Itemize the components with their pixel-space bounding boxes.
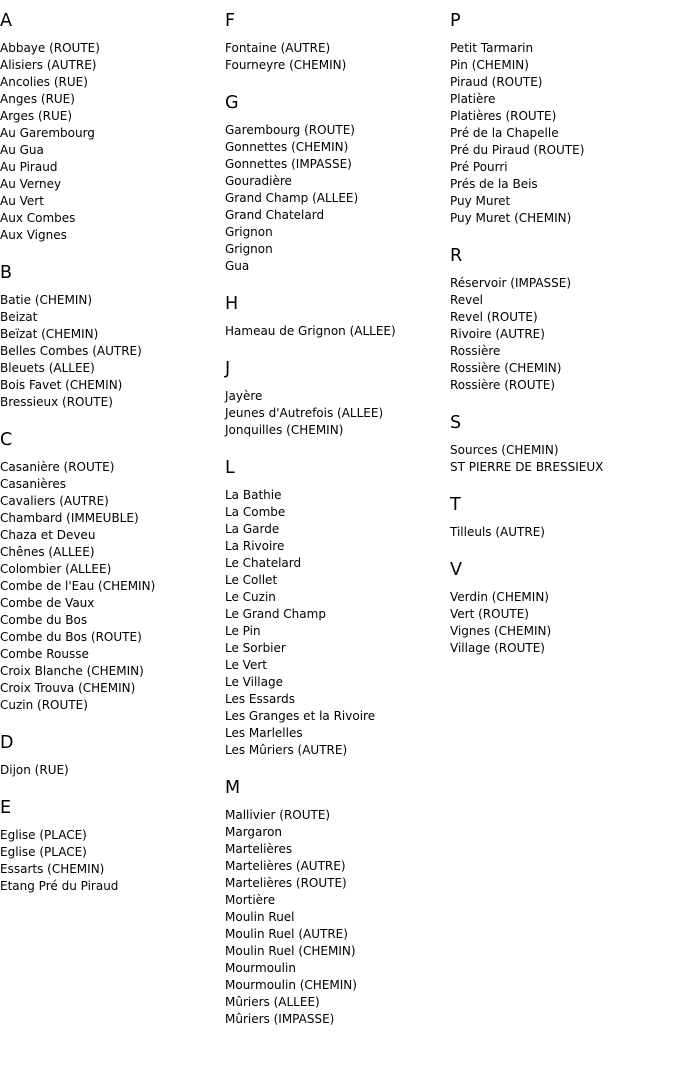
street-entry: Abbaye (ROUTE) xyxy=(0,41,100,55)
street-entry: Mourmoulin (CHEMIN) xyxy=(225,978,357,992)
street-entry: Jeunes d'Autrefois (ALLEE) xyxy=(225,406,384,420)
street-entry: Le Village xyxy=(225,675,283,689)
street-entry: Combe du Bos (ROUTE) xyxy=(0,630,142,644)
street-entry: Au Verney xyxy=(0,177,62,191)
section-letter-heading: A xyxy=(0,11,12,31)
street-list xyxy=(0,40,225,244)
section-letter-heading: L xyxy=(225,458,235,478)
street-entry: Rossière xyxy=(450,344,501,358)
street-entry: Beizat xyxy=(0,310,38,324)
street-entry: Fourneyre (CHEMIN) xyxy=(225,58,347,72)
street-entry: Dijon (RUE) xyxy=(0,763,69,777)
street-entry: ST PIERRE DE BRESSIEUX xyxy=(450,460,604,474)
street-entry: Cavaliers (AUTRE) xyxy=(0,494,109,508)
section-letter-heading: V xyxy=(450,560,462,580)
street-entry: La Rivoire xyxy=(225,539,285,553)
street-list xyxy=(225,122,450,275)
street-entry: Le Sorbier xyxy=(225,641,286,655)
street-list xyxy=(450,442,675,476)
street-entry: Bressieux (ROUTE) xyxy=(0,395,113,409)
street-entry: Jonquilles (CHEMIN) xyxy=(225,423,344,437)
street-entry: Beïzat (CHEMIN) xyxy=(0,327,99,341)
street-entry: Mûriers (IMPASSE) xyxy=(225,1012,335,1026)
letter-section xyxy=(450,245,675,394)
street-entry: Essarts (CHEMIN) xyxy=(0,862,105,876)
street-entry: Gua xyxy=(225,259,250,273)
street-entry: Grand Chatelard xyxy=(225,208,325,222)
street-entry: Bleuets (ALLEE) xyxy=(0,361,95,375)
street-list xyxy=(225,40,450,74)
street-entry: Gonnettes (IMPASSE) xyxy=(225,157,352,171)
street-entry: Grand Champ (ALLEE) xyxy=(225,191,359,205)
letter-section xyxy=(225,293,450,340)
street-entry: Vert (ROUTE) xyxy=(450,607,529,621)
street-entry: Margaron xyxy=(225,825,283,839)
letter-section xyxy=(450,10,675,227)
street-entry: Cuzin (ROUTE) xyxy=(0,698,88,712)
street-entry: La Bathie xyxy=(225,488,282,502)
street-list xyxy=(0,827,225,895)
street-list xyxy=(0,292,225,411)
street-entry: Martelières xyxy=(225,842,293,856)
letter-section xyxy=(0,732,225,779)
street-entry: Fontaine (AUTRE) xyxy=(225,41,331,55)
street-list xyxy=(225,807,450,1028)
letter-section xyxy=(0,797,225,895)
street-list xyxy=(0,459,225,714)
street-entry: Croix Blanche (CHEMIN) xyxy=(0,664,144,678)
street-entry: Bois Favet (CHEMIN) xyxy=(0,378,123,392)
section-letter-heading: C xyxy=(0,430,13,450)
section-letter-heading: F xyxy=(225,11,236,31)
street-entry: Piraud (ROUTE) xyxy=(450,75,543,89)
section-letter-heading: M xyxy=(225,778,241,798)
index-column-3 xyxy=(450,0,675,675)
street-entry: Etang Pré du Piraud xyxy=(0,879,119,893)
street-entry: Belles Combes (AUTRE) xyxy=(0,344,142,358)
section-letter-heading: D xyxy=(0,733,14,753)
street-entry: Les Granges et la Rivoire xyxy=(225,709,376,723)
street-entry: Moulin Ruel (CHEMIN) xyxy=(225,944,356,958)
street-list xyxy=(225,487,450,759)
street-entry: Le Grand Champ xyxy=(225,607,326,621)
street-entry: Croix Trouva (CHEMIN) xyxy=(0,681,136,695)
index-column-2 xyxy=(225,0,450,1046)
street-entry: Village (ROUTE) xyxy=(450,641,545,655)
street-entry: Anges (RUE) xyxy=(0,92,75,106)
street-entry: La Garde xyxy=(225,522,280,536)
street-entry: Vignes (CHEMIN) xyxy=(450,624,552,638)
street-entry: Garembourg (ROUTE) xyxy=(225,123,355,137)
street-entry: La Combe xyxy=(225,505,286,519)
street-entry: Hameau de Grignon (ALLEE) xyxy=(225,324,396,338)
street-entry: Aux Combes xyxy=(0,211,76,225)
street-list xyxy=(450,589,675,657)
street-entry: Martelières (ROUTE) xyxy=(225,876,347,890)
street-entry: Mûriers (ALLEE) xyxy=(225,995,320,1009)
street-entry: Chênes (ALLEE) xyxy=(0,545,95,559)
street-entry: Pin (CHEMIN) xyxy=(450,58,529,72)
street-entry: Le Chatelard xyxy=(225,556,302,570)
street-list xyxy=(0,762,225,779)
street-entry: Rossière (ROUTE) xyxy=(450,378,556,392)
street-list xyxy=(450,524,675,541)
street-entry: Alisiers (AUTRE) xyxy=(0,58,97,72)
letter-section xyxy=(225,777,450,1028)
street-entry: Eglise (PLACE) xyxy=(0,828,87,842)
street-entry: Combe Rousse xyxy=(0,647,89,661)
street-entry: Casanière (ROUTE) xyxy=(0,460,115,474)
street-entry: Pré de la Chapelle xyxy=(450,126,559,140)
street-entry: Pré Pourri xyxy=(450,160,508,174)
street-list xyxy=(450,40,675,227)
street-entry: Le Pin xyxy=(225,624,261,638)
street-entry: Platières (ROUTE) xyxy=(450,109,557,123)
street-list xyxy=(225,323,450,340)
section-letter-heading: S xyxy=(450,413,462,433)
street-entry: Aux Vignes xyxy=(0,228,67,242)
street-entry: Chaza et Deveu xyxy=(0,528,96,542)
street-entry: Au Vert xyxy=(0,194,44,208)
letter-section xyxy=(225,358,450,439)
letter-section xyxy=(225,10,450,74)
letter-section xyxy=(450,412,675,476)
street-entry: Eglise (PLACE) xyxy=(0,845,87,859)
street-entry: Prés de la Beis xyxy=(450,177,538,191)
section-letter-heading: J xyxy=(225,359,231,379)
street-entry: Gouradière xyxy=(225,174,292,188)
street-entry: Revel (ROUTE) xyxy=(450,310,538,324)
street-entry: Le Collet xyxy=(225,573,278,587)
street-entry: Les Mûriers (AUTRE) xyxy=(225,743,348,757)
street-entry: Puy Muret xyxy=(450,194,511,208)
street-entry: Martelières (AUTRE) xyxy=(225,859,346,873)
street-entry: Arges (RUE) xyxy=(0,109,73,123)
street-entry: Verdin (CHEMIN) xyxy=(450,590,549,604)
street-entry: Combe de l'Eau (CHEMIN) xyxy=(0,579,156,593)
street-entry: Sources (CHEMIN) xyxy=(450,443,559,457)
section-letter-heading: P xyxy=(450,11,461,31)
section-letter-heading: B xyxy=(0,263,13,283)
letter-section xyxy=(225,92,450,275)
street-entry: Les Essards xyxy=(225,692,295,706)
street-entry: Rossière (CHEMIN) xyxy=(450,361,562,375)
street-entry: Pré du Piraud (ROUTE) xyxy=(450,143,585,157)
street-entry: Jayère xyxy=(225,389,263,403)
street-entry: Grignon xyxy=(225,225,273,239)
section-letter-heading: R xyxy=(450,246,463,266)
street-entry: Le Vert xyxy=(225,658,267,672)
street-entry: Rivoire (AUTRE) xyxy=(450,327,545,341)
letter-section xyxy=(450,494,675,541)
street-entry: Réservoir (IMPASSE) xyxy=(450,276,572,290)
street-entry: Au Garembourg xyxy=(0,126,95,140)
street-entry: Mallivier (ROUTE) xyxy=(225,808,331,822)
index-column-1 xyxy=(0,0,225,913)
section-letter-heading: G xyxy=(225,93,239,113)
street-entry: Gonnettes (CHEMIN) xyxy=(225,140,349,154)
street-entry: Mourmoulin xyxy=(225,961,296,975)
street-entry: Les Marlelles xyxy=(225,726,303,740)
street-entry: Platière xyxy=(450,92,496,106)
letter-section xyxy=(0,10,225,244)
street-entry: Au Gua xyxy=(0,143,44,157)
section-letter-heading: E xyxy=(0,798,12,818)
street-entry: Mortière xyxy=(225,893,276,907)
street-entry: Combe du Bos xyxy=(0,613,88,627)
street-entry: Batie (CHEMIN) xyxy=(0,293,93,307)
street-entry: Casanières xyxy=(0,477,66,491)
street-entry: Revel xyxy=(450,293,483,307)
letter-section xyxy=(0,262,225,411)
street-entry: Ancolies (RUE) xyxy=(0,75,88,89)
street-entry: Moulin Ruel xyxy=(225,910,295,924)
street-entry: Grignon xyxy=(225,242,273,256)
street-entry: Puy Muret (CHEMIN) xyxy=(450,211,572,225)
street-list xyxy=(225,388,450,439)
letter-section xyxy=(225,457,450,759)
street-entry: Tilleuls (AUTRE) xyxy=(450,525,545,539)
street-entry: Moulin Ruel (AUTRE) xyxy=(225,927,348,941)
street-entry: Petit Tarmarin xyxy=(450,41,534,55)
section-letter-heading: H xyxy=(225,294,239,314)
street-entry: Au Piraud xyxy=(0,160,58,174)
street-entry: Le Cuzin xyxy=(225,590,276,604)
street-entry: Colombier (ALLEE) xyxy=(0,562,112,576)
section-letter-heading: T xyxy=(450,495,461,515)
street-entry: Combe de Vaux xyxy=(0,596,95,610)
letter-section xyxy=(450,559,675,657)
street-entry: Chambard (IMMEUBLE) xyxy=(0,511,139,525)
street-list xyxy=(450,275,675,394)
letter-section xyxy=(0,429,225,714)
